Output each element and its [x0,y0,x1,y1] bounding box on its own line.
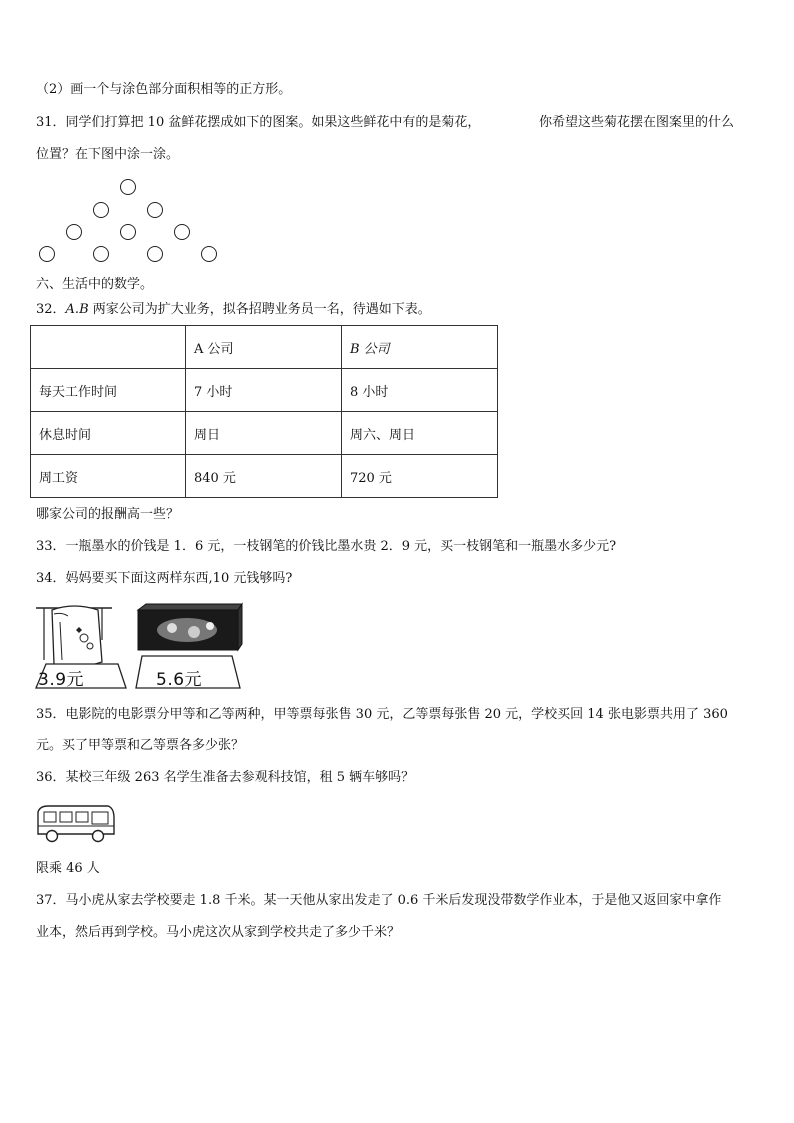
toothpaste-price: 5.6元 [156,670,203,690]
table-cell: 休息时间 [31,412,186,455]
q32-question: 哪家公司的报酬高一些？ [36,507,180,522]
towel-price: 3.9元 [38,670,85,690]
q31-text-line1-end: 你希望这些菊花摆在图案里的什么 [539,115,735,130]
table-cell [31,326,186,369]
table-cell: 7 小时 [185,369,341,412]
table-cell: 周六、周日 [341,412,497,455]
q32-text [36,301,431,319]
table-header-a: A 公司 [185,326,341,369]
flower-circle[interactable] [147,202,163,218]
flower-circle[interactable] [93,246,109,262]
q34-text: 34．妈妈要买下面这两样东西,10 元钱够吗? [36,571,293,586]
table-row [31,369,498,412]
flower-circle[interactable] [93,202,109,218]
flower-circle[interactable] [174,224,190,240]
q31-text-line1: 31．同学们打算把 10 盆鲜花摆成如下的图案。如果这些鲜花中有的是菊花， [36,115,481,130]
table-cell: 720 元 [341,455,497,498]
table-cell: 周工资 [31,455,186,498]
bus-capacity-label: 限乘 46 人 [36,861,100,876]
table-cell: 840 元 [185,455,341,498]
q30-part2-text: （2）画一个与涂色部分面积相等的正方形。 [36,82,292,97]
q35-text-line1: 35．电影院的电影票分甲等和乙等两种，甲等票每张售 30 元，乙等票每张售 20 元，学校买回 14 张电影票共用了 360 [36,707,728,722]
flower-circle[interactable] [201,246,217,262]
q32-rest: 两家公司为扩大业务，拟各招聘业务员一名，待遇如下表。 [88,302,431,317]
q31-text-line2: 位置？在下图中涂一涂。 [36,147,180,162]
flower-circle[interactable] [120,179,136,195]
table-cell: 每天工作时间 [31,369,186,412]
section-6-heading: 六、生活中的数学。 [36,277,154,292]
q35-text-line2: 元。买了甲等票和乙等票各多少张？ [36,738,245,753]
table-header-b: B 公司 [341,326,497,369]
table-row [31,455,498,498]
table-cell: 周日 [185,412,341,455]
salary-table [30,325,498,498]
table-header-row [31,326,498,369]
flower-circle[interactable] [66,224,82,240]
q37-text-line2: 业本，然后再到学校。马小虎这次从家到学校共走了多少千米？ [36,925,401,940]
q37-text-line1: 37．马小虎从家去学校要走 1.8 千米。某一天他从家出发走了 0.6 千米后发现没带数学作业本，于是他又返回家中拿作 [36,893,722,908]
q32-company-names: A.B [65,302,89,317]
table-cell: 8 小时 [341,369,497,412]
flower-circle[interactable] [147,246,163,262]
flower-circle[interactable] [120,224,136,240]
q33-text: 33．一瓶墨水的价钱是 1．6 元，一枝钢笔的价钱比墨水贵 2．9 元，买一枝钢笔和一瓶墨水多少元? [36,539,617,554]
q36-text: 36．某校三年级 263 名学生准备去参观科技馆，租 5 辆车够吗？ [36,770,415,785]
q32-number: 32． [36,302,66,317]
flower-circle[interactable] [39,246,55,262]
table-row [31,412,498,455]
bus-image [34,804,118,846]
